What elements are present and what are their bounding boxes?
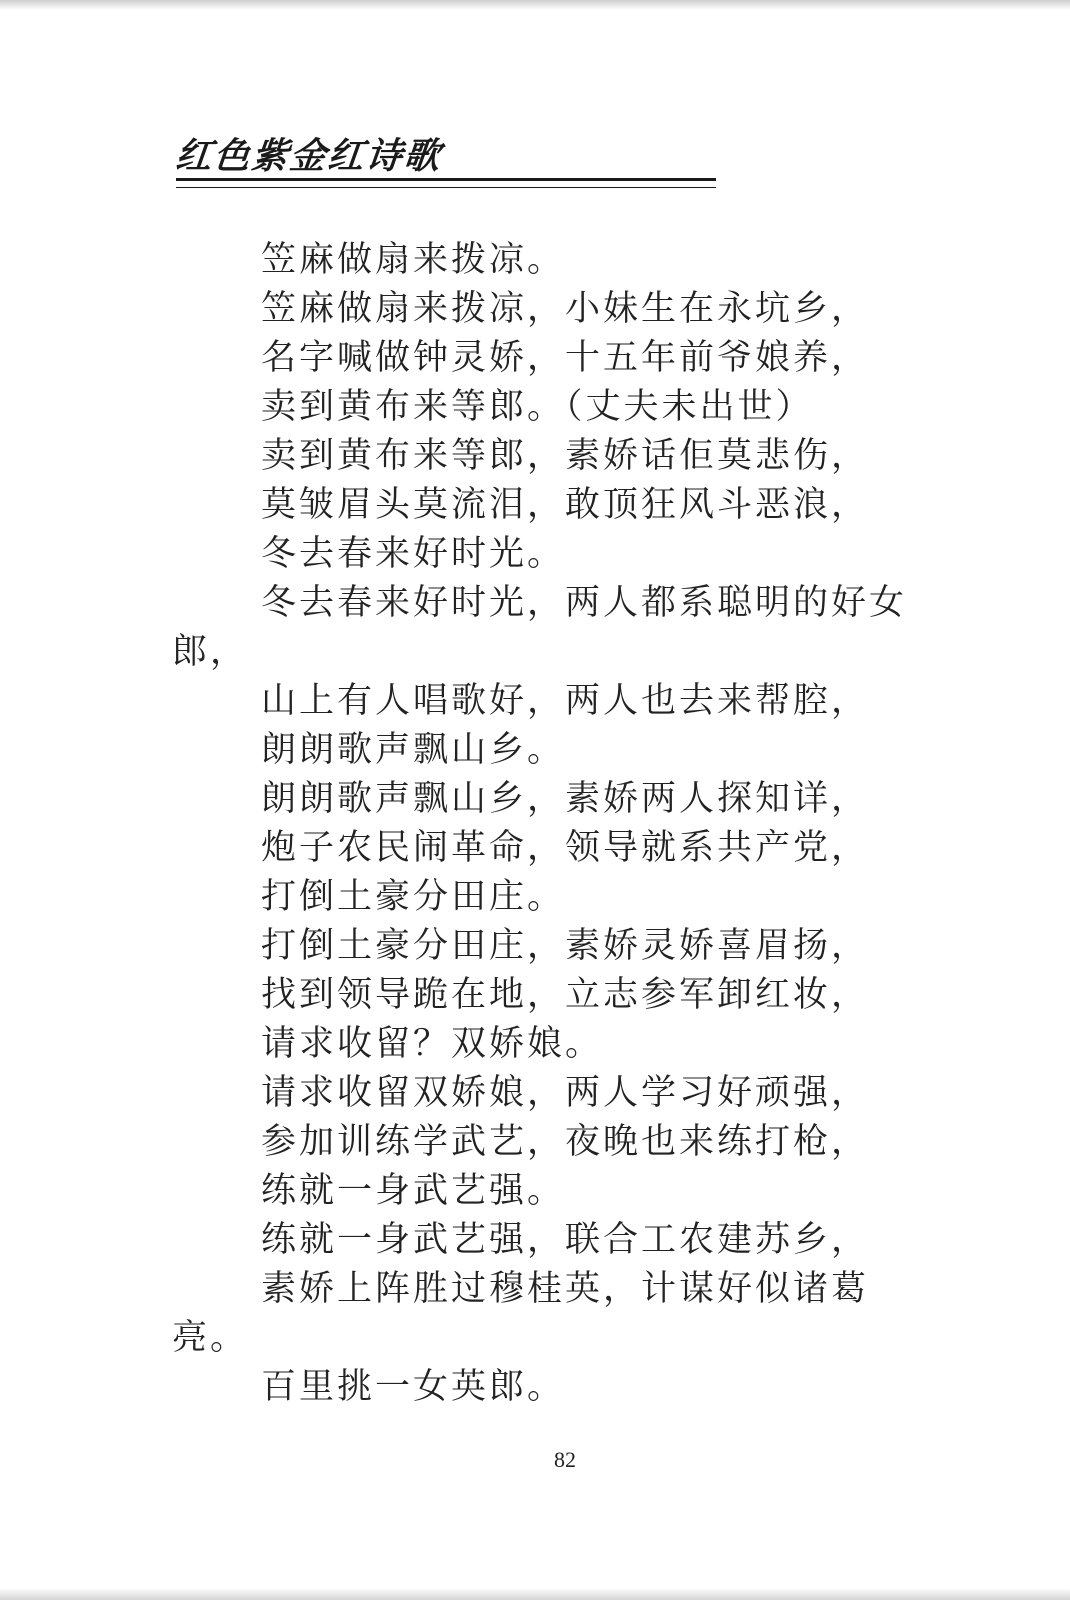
page-number: 82 — [554, 1447, 576, 1472]
poem-line: 朗朗歌声飘山乡，素娇两人探知详， — [261, 779, 870, 819]
poem-line: 打倒土豪分田庄，素娇灵娇喜眉扬， — [261, 926, 870, 966]
poem-line-continuation: 亮。 — [172, 1318, 249, 1358]
poem-line: 找到领导跪在地，立志参军卸红妆， — [261, 975, 870, 1015]
scan-top-edge — [0, 0, 1070, 10]
poem-line-continuation: 郎， — [172, 632, 249, 672]
running-header-title: 红色紫金红诗歌 — [173, 135, 444, 177]
poem-line: 山上有人唱歌好，两人也去来帮腔， — [261, 681, 870, 721]
poem-line: 卖到黄布来等郎，素娇话佢莫悲伤， — [261, 436, 870, 476]
poem-body — [172, 236, 972, 1412]
poem-line: 练就一身武艺强，联合工农建苏乡， — [261, 1220, 870, 1260]
poem-line: 打倒土豪分田庄。 — [261, 877, 566, 917]
poem-line: 朗朗歌声飘山乡。 — [261, 730, 566, 770]
poem-line: 笠麻做扇来拨凉，小妹生在永坑乡， — [261, 289, 870, 329]
poem-line: 冬去春来好时光。 — [261, 534, 566, 574]
poem-line: 名字喊做钟灵娇，十五年前爷娘养， — [261, 338, 870, 378]
poem-line: 参加训练学武艺，夜晚也来练打枪， — [261, 1122, 870, 1162]
scan-bottom-edge — [0, 1588, 1070, 1600]
poem-line: 笠麻做扇来拨凉。 — [261, 240, 566, 280]
header-rule-thick — [176, 178, 716, 181]
poem-line: 百里挑一女英郎。 — [261, 1367, 566, 1407]
poem-line: 练就一身武艺强。 — [261, 1171, 566, 1211]
poem-line: 炮子农民闹革命，领导就系共产党， — [261, 828, 870, 868]
poem-line: 请求收留双娇娘，两人学习好顽强， — [261, 1073, 870, 1113]
poem-line: 请求收留？双娇娘。 — [261, 1024, 604, 1064]
poem-line: 冬去春来好时光，两人都系聪明的好女 — [261, 583, 908, 623]
poem-line: 莫皱眉头莫流泪，敢顶狂风斗恶浪， — [261, 485, 870, 525]
poem-line: 素娇上阵胜过穆桂英，计谋好似诸葛 — [261, 1269, 870, 1309]
poem-line: 卖到黄布来等郎。（丈夫未出世） — [261, 387, 814, 427]
header-rule-thin — [176, 187, 716, 188]
